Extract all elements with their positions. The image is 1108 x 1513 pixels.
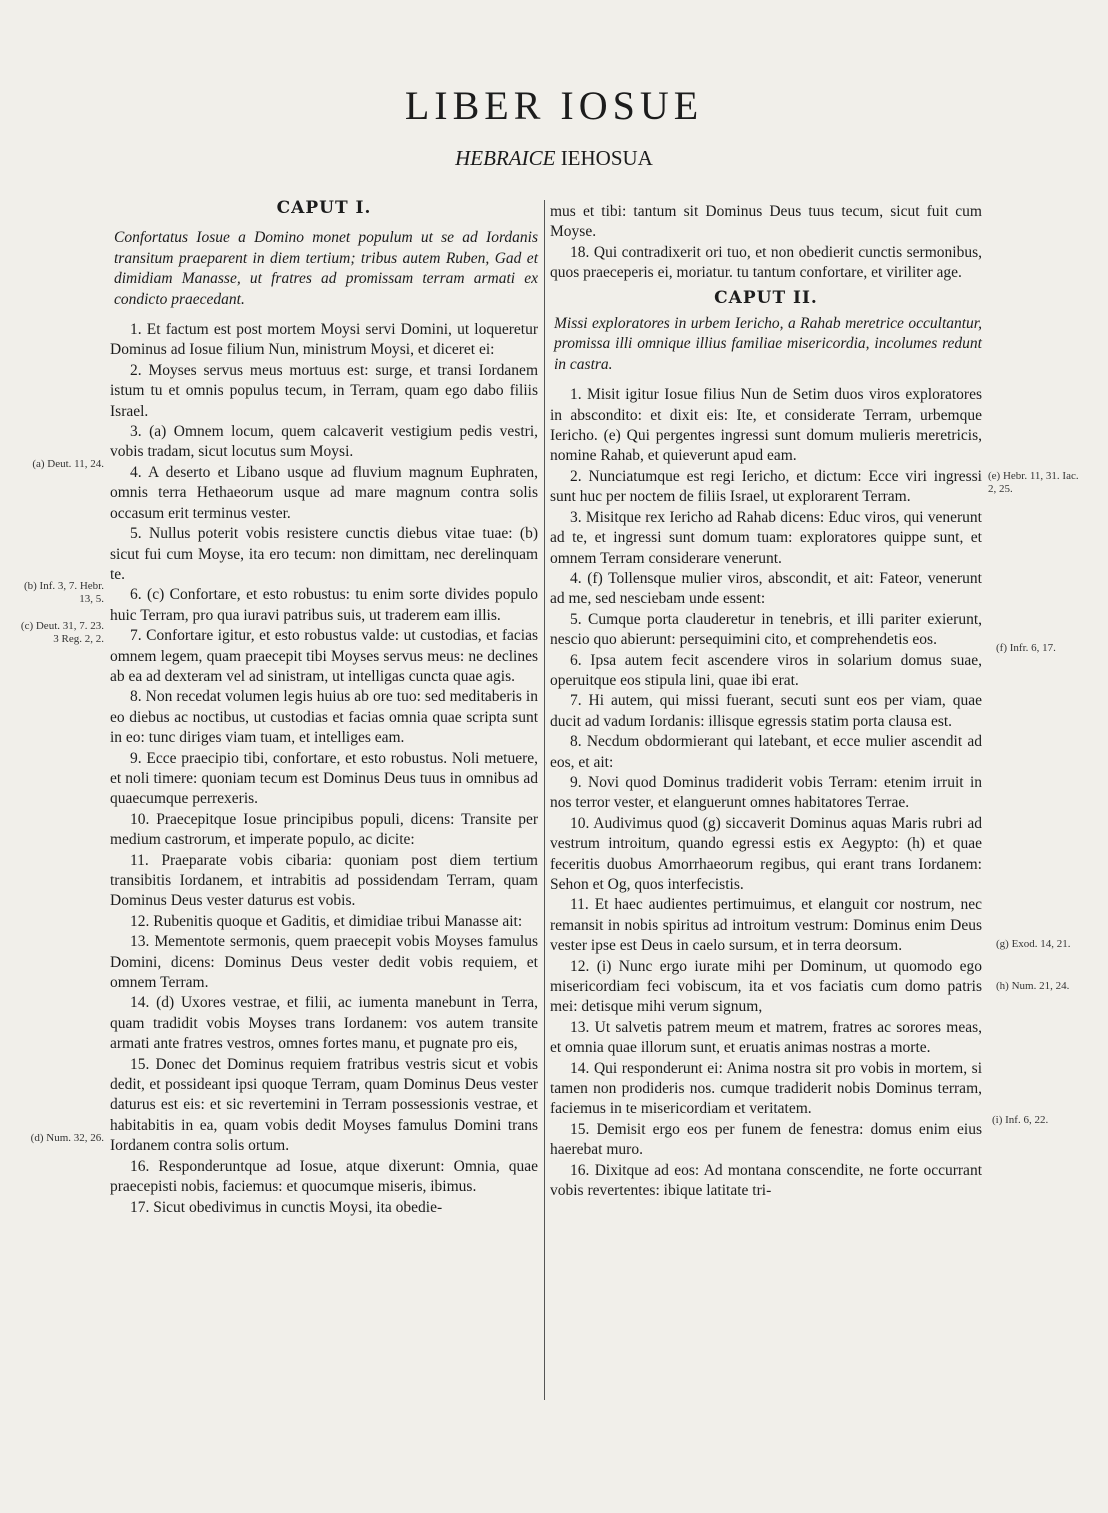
verse: 7. Confortare igitur, et esto robustus valde: ut custodias, et facias omnem legem, quam praecepit tibi Moyses servus meus: ne declines ab ea ad dexteram vel ad sinistram, ut intelligas cuncta quae agis. [110,627,538,685]
right-column [550,202,982,1202]
verse: 6. (c) Confortare, et esto robustus: tu enim sorte divides populo huic Terram, pro qua iuravi patribus suis, ut traderem eam illis. [110,586,538,624]
verse: 8. Non recedat volumen legis huius ab ore tuo: sed meditaberis in eo diebus ac noctibus, ut custodias et facias omnia quae scripta sunt in eo: tunc diriges viam tuam, et intelliges eam. [110,688,538,747]
verse: 12. (i) Nunc ergo iurate mihi per Dominum, ut quomodo ego misericordiam feci vobiscum, ita et vos faciatis cum domo patris mei: detisque mihi verum signum, [550,957,982,1016]
margin-note: (h) Num. 21, 24. [996,980,1070,992]
verse: 15. Donec det Dominus requiem fratribus vestris sicut et vobis dedit, et possideant ipsi quoque Terram, quam Dominus Deus vester daturus est eis: et sic revertemini in Terram possessionis vestrae, et habitabitis in ea, quam vobis dedit Moyses famulus Domini trans Iordanem contra solis ortum. [110,1055,538,1155]
subtitle-hebraice: HEBRAICE [455,146,556,170]
verse: 13. Ut salvetis patrem meum et matrem, fratres ac sorores meas, et omnia quae illorum sunt, et eruatis animas nostras a morte. [550,1018,982,1057]
verse: 1. Et factum est post mortem Moysi servi Domini, ut loqueretur Dominus ad Iosue filium Nun, ministrum Moysi, et diceret ei: [110,321,538,359]
verse: 5. Cumque porta clauderetur in tenebris, et illi pariter exierunt, nescio quo abierunt: persequimini cito, et comprehendetis eos. [550,610,982,649]
verse: 17. Sicut obedivimus in cunctis Moysi, ita obedie- [130,1198,443,1216]
margin-note: (a) Deut. 11, 24. [32,458,104,470]
verse: 6. Ipsa autem fecit ascendere viros in solarium domus suae, operuitque eos stipula lini, quae ibi erat. [550,651,982,689]
margin-note: (f) Infr. 6, 17. [996,642,1056,654]
verse: 16. Responderuntque ad Iosue, atque dixerunt: Omnia, quae praecepisti nobis, faciemus: et quocumque miseris, ibimus. [110,1157,538,1196]
verse: 10. Praecepitque Iosue principibus populi, dicens: Transite per medium castrorum, et imperate populo, ac dicite: [110,810,538,849]
verse: 3. (a) Omnem locum, quem calcaverit vestigium pedis vestri, vobis tradam, sicut locutus sum Moysi. [110,423,538,461]
verse: 9. Ecce praecipio tibi, confortare, et esto robustus. Noli metuere, et noli timere: quoniam tecum est Dominus Deus tuus in omnibus ad quaecumque perrexeris. [110,749,538,808]
verse: 13. Mementote sermonis, quem praecepit vobis Moyses famulus Domini, dicens: Dominus Deus vester dedit vobis requiem, et omnem Terram. [110,933,538,992]
caput-2-heading: CAPUT II. [714,287,818,308]
verse: 4. (f) Tollensque mulier viros, abscondit, et ait: Fateor, venerunt ad me, sed nesciebam unde essent: [550,569,982,608]
verse: 2. Nunciatumque est regi Iericho, et dictum: Ecce viri ingressi sunt huc per noctem de filiis Israel, ut explorarent Terram. [550,467,982,506]
verse: 8. Necdum obdormierant qui latebant, et ecce mulier ascendit ad eos, et ait: [550,733,982,771]
verse: 9. Novi quod Dominus tradiderit vobis Terram: etenim irruit in nos terror vester, et elanguerunt omnes habitatores Terrae. [550,773,982,812]
verse: 14. (d) Uxores vestrae, et filii, ac iumenta manebunt in Terra, quam tradidit vobis Moyses trans Iordanem: vos autem transite armati ante fratres vestros, omnes fortes manu, et pugnate pro eis, [110,994,538,1053]
verse: 18. Qui contradixerit ori tuo, et non obedierit cunctis sermonibus, quos praeceperis ei, moriatur. tu tantum confortare, et viriliter age. [550,243,982,282]
verse: 4. A deserto et Libano usque ad fluvium magnum Euphraten, omnis terra Hethaeorum usque ad mare magnum contra solis occasum erit terminus vester. [110,463,538,522]
verse: 11. Et haec audientes pertimuimus, et elanguit cor nostrum, nec remansit in nobis spiritus ad introitum vestrum: Dominus enim Deus vester ipse est Deus in caelo sursum, et in terra deorsum. [550,896,982,955]
column-divider [544,200,545,1400]
caput-2-summary: Missi exploratores in urbem Iericho, a Rahab meretrice occultantur, promissa illi omnique illius familiae misericordia, incolumes redunt in castra. [554,315,982,373]
verse: 11. Praeparate vobis cibaria: quoniam post diem tertium transibitis Iordanem, et intrabitis ad possidendam Terram, quam Dominus Deus vester daturus est vobis. [110,851,538,910]
verse: 5. Nullus poterit vobis resistere cunctis diebus vitae tuae: (b) sicut fui cum Moyse, ita ero tecum: non dimittam, nec derelinquam te. [110,525,538,583]
margin-note: (b) Inf. 3, 7. Hebr. 13, 5. [23,580,104,605]
subtitle-iehosua: IEHOSUA [560,146,653,170]
page-subtitle [0,146,1108,171]
verse: 2. Moyses servus meus mortuus est: surge, et transi Iordanem istum tu et omnis populus tecum, in Terram, quam ego dabo filiis Israel. [110,361,538,420]
page-title: LIBER IOSUE [404,83,704,128]
left-column [110,196,538,1218]
margin-note: (g) Exod. 14, 21. [996,938,1071,950]
verse: 16. Dixitque ad eos: Ad montana conscendite, ne forte occurrant vobis revertentes: ibique latitate tri- [550,1161,982,1200]
caput-1-summary: Confortatus Iosue a Domino monet populum ut se ad Iordanis transitum praeparent in diem tertium; tribus autem Ruben, Gad et dimidiam Manasse, ut fratres ad promissam terram armati ex condicto praecedant. [114,229,538,308]
verse: 1. Misit igitur Iosue filius Nun de Setim duos viros exploratores in abscondito: et dixit eis: Ite, et considerate Terram, urbemque Iericho. (e) Qui pergentes ingressi sunt domum mulieris meretricis, nomine Rahab, et quieverunt apud eam. [550,386,982,465]
margin-note: (i) Inf. 6, 22. [992,1114,1049,1126]
caput-1-heading: CAPUT I. [276,198,372,218]
verse: 14. Qui responderunt ei: Anima nostra sit pro vobis in mortem, si tamen non prodideris nos. cumque tradiderit nobis Dominus terram, faciemus in te misericordiam et veritatem. [550,1059,982,1118]
verse: 15. Demisit ergo eos per funem de fenestra: domus enim eius haerebat muro. [550,1120,982,1159]
margin-note: (e) Hebr. 11, 31. Iac. 2, 25. [988,470,1079,495]
margin-note: (d) Num. 32, 26. [30,1132,104,1144]
verse: 3. Misitque rex Iericho ad Rahab dicens: Educ viros, qui venerunt ad te, et ingressi sunt domum tuam: exploratores quippe sunt, et omnem Terram considerare venerunt. [550,508,982,567]
margin-note: (c) Deut. 31, 7. 23. 3 Reg. 2, 2. [20,620,104,645]
verse: 7. Hi autem, qui missi fuerant, secuti sunt eos per viam, quae ducit ad vadum Iordanis: illisque egressis statim porta clausa est. [550,692,982,730]
verse: 10. Audivimus quod (g) siccaverit Dominus aquas Maris rubri ad vestrum introitum, quando egressi estis ex Aegypto: (h) et quae feceritis duobus Amorrhaeorum regibus, qui erant trans Iordanem: Sehon et Og, quos interfecistis. [550,814,982,893]
verse: 12. Rubenitis quoque et Gaditis, et dimidiae tribui Manasse ait: [130,912,523,930]
verse-continuation: mus et tibi: tantum sit Dominus Deus tuus tecum, sicut fuit cum Moyse. [550,203,982,241]
